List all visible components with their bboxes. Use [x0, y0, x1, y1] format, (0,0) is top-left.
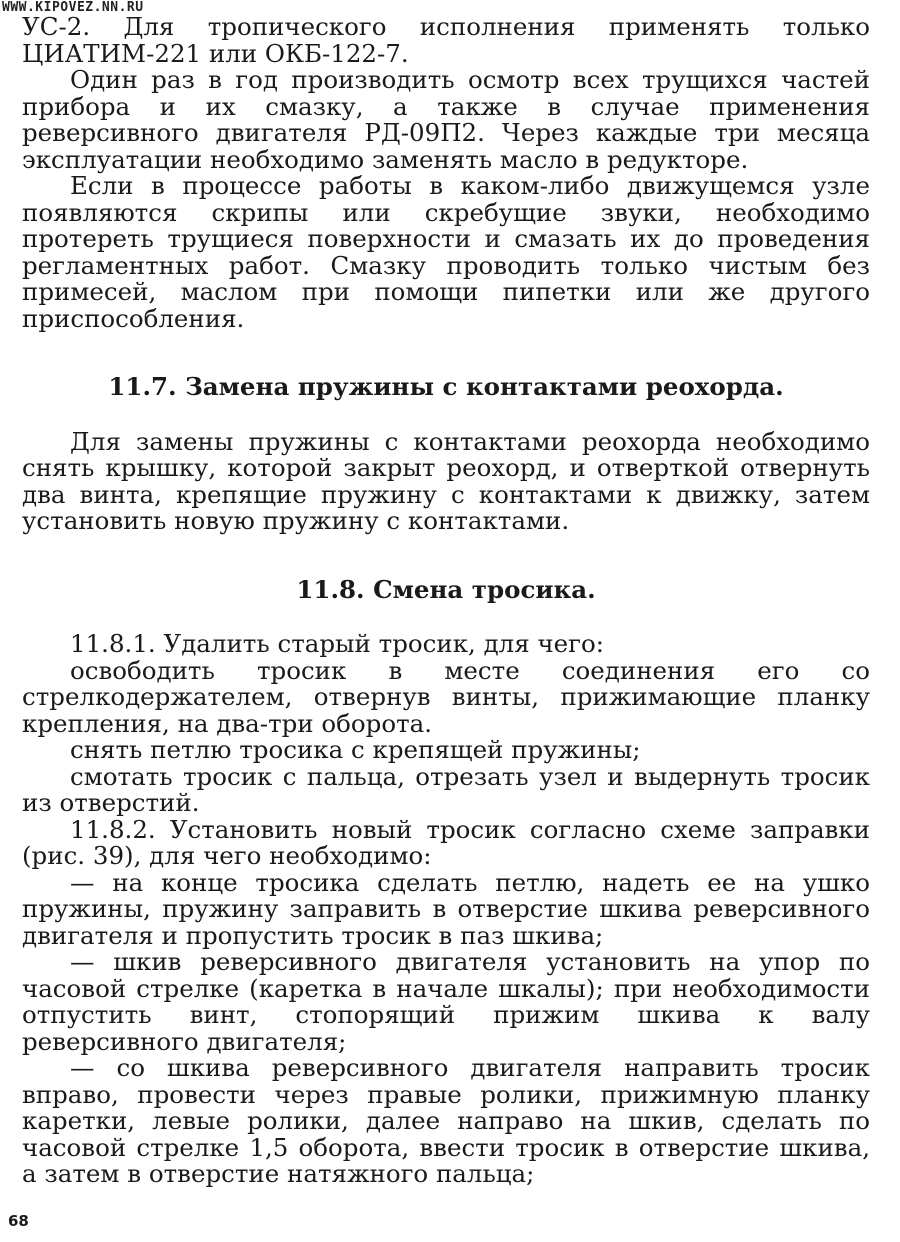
site-watermark: WWW.KIPOVEZ.NN.RU [2, 0, 144, 15]
paragraph-spring-replacement: Для замены пружины с контактами реохорда необходимо снять крышку, которой закрыт реохорд, и отверткой отвернуть два винта, крепящие пружину с контактами к движку, затем установить новую пружину с контактами. [22, 426, 870, 535]
step-route-cable: — со шкива реверсивного двигателя направить тросик вправо, провести через правые ролики, прижимную планку каретки, левые ролики, далее направо на шкив, сделать по часовой стрелке 1,5 оборота, ввести тросик в отверстие шкива, а затем в отверстие натяжного пальца; [22, 1053, 870, 1188]
spacer [22, 603, 870, 631]
paragraph-annual-inspection: Один раз в год производить осмотр всех трущихся частей прибора и их смазку, а также в случае применения реверсивного двигателя РД-09П2. Через каждые три месяца эксплуатации необходимо заменять масло в редукторе. [22, 65, 870, 174]
page-number: 68 [8, 1212, 29, 1230]
section-heading-11-8: 11.8. Смена тросика. [296, 574, 596, 604]
step-11-8-2: 11.8.2. Установить новый тросик согласно схеме заправки (рис. 39), для чего необходимо: [22, 814, 870, 870]
spacer [22, 332, 870, 374]
step-set-pulley: — шкив реверсивного двигателя установить на упор по часовой стрелке (каретка в начале шкалы); при необходимости отпустить винт, стопорящий прижим шкива к валу реверсивного двигателя; [22, 947, 870, 1056]
step-11-8-1: 11.8.1. Удалить старый тросик, для чего: [70, 629, 605, 658]
spacer [22, 535, 870, 577]
step-unwind-cable: смотать тросик с пальца, отрезать узел и выдернуть тросик из отверстий. [22, 761, 870, 817]
step-release-cable: освободить тросик в месте соединения его со стрелкодержателем, отвернув винты, прижимающие планку крепления, на два-три оборота. [22, 655, 870, 738]
spacer [22, 401, 870, 429]
step-remove-loop: снять петлю тросика с крепящей пружины; [70, 735, 641, 764]
section-heading-11-7: 11.7. Замена пружины с контактами реохорда. [108, 372, 784, 401]
step-make-loop: — на конце тросика сделать петлю, надеть ее на ушко пружины, пружину заправить в отверстие шкива реверсивного двигателя и пропустить тросик в паз шкива; [22, 867, 870, 950]
paragraph-lubricant: УС-2. Для тропического исполнения применять только ЦИАТИМ-221 или ОКБ-122-7. [22, 12, 870, 68]
paragraph-squeaks: Если в процессе работы в каком-либо движущемся узле появляются скрипы или скребущие звуки, необходимо протереть трущиеся поверхности и смазать их до проведения регламентных работ. Смазку проводить только чистым без примесей, маслом при помощи пипетки или же другого приспособления. [22, 171, 870, 333]
document-page [22, 14, 870, 1188]
